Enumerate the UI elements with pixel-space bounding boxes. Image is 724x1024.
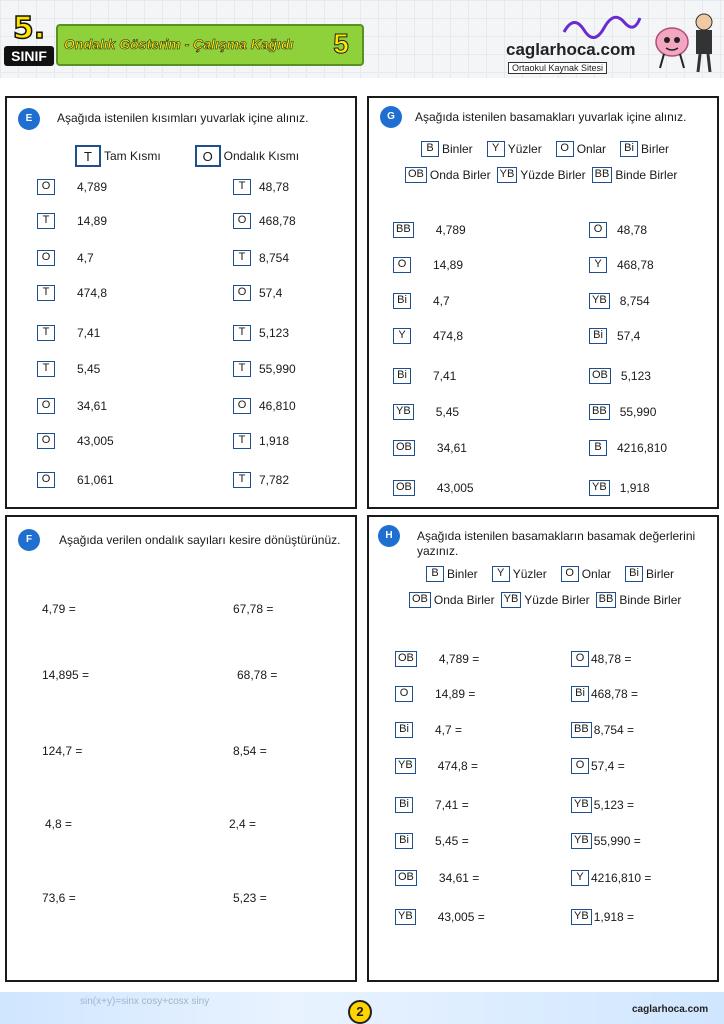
answer-mark-box[interactable]: O (233, 213, 251, 229)
decimal-value: 43,005 (436, 481, 474, 495)
answer-row (393, 293, 450, 309)
decimal-value: 34,61 = (438, 871, 480, 885)
decimal-value: 5,123 (259, 326, 290, 340)
answer-row (571, 909, 634, 925)
decimal-value: 57,4 (259, 286, 283, 300)
answer-row (571, 870, 651, 886)
legend-label-binde-birler: Binde Birler (615, 168, 678, 182)
answer-row (233, 285, 282, 301)
answer-row (395, 909, 485, 925)
mascot-brain-icon (650, 6, 720, 74)
legend-mark-yuzde-birler: YB (501, 592, 522, 608)
answer-mark-box[interactable]: Y (571, 870, 589, 886)
answer-row (393, 328, 463, 344)
answer-row (37, 325, 100, 341)
legend-label-yuzde-birler: Yüzde Birler (524, 593, 590, 607)
title-banner (56, 24, 364, 66)
decimal-value: 474,8 (77, 286, 108, 300)
answer-mark-box[interactable]: YB (571, 833, 592, 849)
answer-row (393, 222, 466, 238)
decimal-value: 4,7 (433, 294, 450, 308)
brand-name: caglarhoca.com (506, 40, 636, 59)
answer-mark-box[interactable]: T (37, 213, 55, 229)
answer-row (37, 398, 107, 414)
legend-label-binler: Binler (442, 142, 473, 156)
answer-row (589, 440, 667, 456)
decimal-value: 43,005 = (437, 910, 485, 924)
decimal-value: 46,810 (259, 399, 296, 413)
answer-row (37, 433, 114, 449)
fraction-exercise: 5,23 = (233, 891, 267, 905)
decimal-value: 5,45 (435, 405, 460, 419)
decimal-value: 55,990 = (593, 834, 641, 848)
decimal-value: 474,8 (433, 329, 464, 343)
decimal-value: 14,89 = (435, 687, 476, 701)
answer-mark-box[interactable]: YB (395, 909, 416, 925)
legend-mark-birler: Bi (620, 141, 638, 157)
answer-row (37, 179, 107, 195)
decimal-value: 1,918 = (593, 910, 635, 924)
answer-row (393, 440, 467, 456)
answer-mark-box[interactable]: YB (395, 758, 416, 774)
answer-mark-box[interactable]: Bi (393, 293, 411, 309)
section-g-badge: G (380, 106, 402, 128)
answer-mark-box[interactable]: Bi (395, 797, 413, 813)
fraction-exercise: 4,8 = (45, 817, 73, 831)
decimal-value: 7,41 = (435, 798, 469, 812)
answer-row (395, 797, 469, 813)
decimal-value: 4,789 = (438, 652, 480, 666)
decimal-value: 14,89 (77, 214, 108, 228)
answer-mark-box[interactable]: O (37, 398, 55, 414)
answer-mark-box[interactable]: O (589, 222, 607, 238)
decimal-value: 1,918 (619, 481, 650, 495)
answer-mark-box[interactable]: O (37, 433, 55, 449)
answer-row (589, 257, 654, 273)
answer-mark-box[interactable]: O (233, 285, 251, 301)
decimal-value: 474,8 = (437, 759, 479, 773)
legend-mark-birler: Bi (625, 566, 643, 582)
section-g-legend-row1 (421, 141, 683, 157)
fraction-exercise: 14,895 = (42, 668, 90, 682)
legend-mark-onda-birler: OB (409, 592, 431, 608)
answer-row (393, 257, 463, 273)
section-g-instruction: Aşağıda istenilen basamakları yuvarlak içine alınız. (415, 110, 687, 124)
decimal-value: 1,918 (259, 434, 290, 448)
answer-mark-box[interactable]: T (233, 250, 251, 266)
answer-mark-box[interactable]: T (233, 325, 251, 341)
decimal-value: 57,4 = (591, 759, 625, 773)
decimal-value: 5,123 = (593, 798, 635, 812)
fraction-exercise: 4,79 = (42, 602, 76, 616)
legend-mark-onda-birler: OB (405, 167, 427, 183)
answer-mark-box[interactable]: O (37, 250, 55, 266)
answer-mark-box[interactable]: Bi (395, 722, 413, 738)
answer-mark-box[interactable]: YB (589, 480, 610, 496)
answer-mark-box[interactable]: YB (571, 797, 592, 813)
brand-subtitle: Ortaokul Kaynak Sitesi (508, 62, 607, 74)
decimal-value: 5,45 = (435, 834, 469, 848)
legend-label-yuzde-birler: Yüzde Birler (520, 168, 586, 182)
answer-mark-box[interactable]: T (233, 361, 251, 377)
fraction-exercise: 124,7 = (42, 744, 83, 758)
answer-mark-box[interactable]: T (233, 433, 251, 449)
answer-mark-box[interactable]: Bi (589, 328, 607, 344)
answer-mark-box[interactable]: O (37, 179, 55, 195)
answer-mark-box[interactable]: T (37, 361, 55, 377)
section-h-instruction-line2: yazınız. (417, 544, 459, 558)
answer-row (571, 797, 634, 813)
answer-mark-box[interactable]: B (589, 440, 607, 456)
answer-mark-box[interactable]: YB (589, 293, 610, 309)
section-h-instruction-line1: Aşağıda istenilen basamakların basamak değerlerini (417, 529, 696, 543)
brand-swirl-icon (562, 12, 642, 42)
decimal-value: 57,4 (617, 329, 641, 343)
answer-mark-box[interactable]: OB (393, 440, 415, 456)
section-h-badge: H (378, 525, 400, 547)
answer-row (395, 870, 479, 886)
decimal-value: 468,78 (617, 258, 654, 272)
answer-row (233, 250, 289, 266)
answer-mark-box[interactable]: O (395, 686, 413, 702)
legend-mark-tam: T (75, 145, 101, 167)
footer-site: caglarhoca.com (632, 1004, 709, 1015)
section-h-panel (367, 515, 719, 982)
answer-row (589, 480, 650, 496)
legend-mark-onlar: O (561, 566, 579, 582)
decimal-value: 34,61 (436, 441, 467, 455)
answer-row (233, 361, 296, 377)
decimal-value: 468,78 (259, 214, 296, 228)
answer-mark-box[interactable]: Y (589, 257, 607, 273)
decimal-value: 4,789 (77, 180, 108, 194)
legend-mark-onlar: O (556, 141, 574, 157)
legend-label-onlar: Onlar (576, 142, 607, 156)
decimal-value: 4216,810 (617, 441, 668, 455)
answer-row (393, 368, 456, 384)
answer-row (589, 368, 651, 384)
fraction-exercise: 2,4 = (229, 817, 257, 831)
answer-row (233, 213, 296, 229)
answer-mark-box[interactable]: T (233, 472, 251, 488)
answer-row (571, 758, 625, 774)
answer-row (233, 398, 296, 414)
fraction-exercise: 73,6 = (42, 891, 76, 905)
legend-label-binler: Binler (447, 567, 478, 581)
answer-row (571, 833, 641, 849)
answer-mark-box[interactable]: Bi (571, 686, 589, 702)
decimal-value: 8,754 (259, 251, 290, 265)
answer-mark-box[interactable]: OB (395, 870, 417, 886)
answer-mark-box[interactable]: BB (589, 404, 610, 420)
answer-mark-box[interactable]: O (233, 398, 251, 414)
decimal-value: 4,7 (77, 251, 94, 265)
section-g-panel (367, 96, 719, 509)
answer-row (395, 651, 479, 667)
legend-label-yuzler: Yüzler (512, 567, 547, 581)
decimal-value: 7,41 (433, 369, 457, 383)
decimal-value: 468,78 = (591, 687, 639, 701)
legend-mark-yuzler: Y (487, 141, 505, 157)
decimal-value: 48,78 (259, 180, 290, 194)
answer-row (233, 325, 289, 341)
answer-row (393, 480, 474, 496)
decimal-value: 55,990 (259, 362, 296, 376)
section-f-badge: F (18, 529, 40, 551)
legend-label-onlar: Onlar (581, 567, 612, 581)
answer-row (589, 222, 647, 238)
legend-mark-yuzde-birler: YB (497, 167, 518, 183)
section-e-legend (75, 145, 313, 167)
answer-row (37, 285, 107, 301)
legend-label-binde-birler: Binde Birler (619, 593, 682, 607)
fraction-exercise: 67,78 = (233, 602, 274, 616)
section-e-panel (5, 96, 357, 509)
answer-row (37, 361, 100, 377)
decimal-value: 61,061 (77, 473, 114, 487)
decimal-value: 34,61 (77, 399, 108, 413)
title-number: 5 (333, 28, 349, 59)
decimal-value: 48,78 (617, 223, 648, 237)
decimal-value: 5,45 (77, 362, 101, 376)
answer-mark-box[interactable]: OB (589, 368, 611, 384)
grade-label: SINIF (4, 46, 54, 66)
section-f-panel (5, 515, 357, 982)
answer-row (589, 328, 640, 344)
answer-mark-box[interactable]: OB (393, 480, 415, 496)
legend-mark-binler: B (421, 141, 439, 157)
brand-logo (506, 40, 635, 60)
section-h-legend-row1 (426, 566, 688, 582)
decimal-value: 7,41 (77, 326, 101, 340)
legend-label-ondalik: Ondalık Kısmı (223, 149, 300, 163)
answer-row (393, 404, 459, 420)
page-number: 2 (348, 1000, 372, 1024)
grade-badge (4, 11, 54, 72)
answer-row (233, 433, 289, 449)
answer-row (37, 472, 114, 488)
legend-label-yuzler: Yüzler (507, 142, 542, 156)
answer-row (395, 758, 478, 774)
answer-mark-box[interactable]: BB (571, 722, 592, 738)
answer-mark-box[interactable]: YB (393, 404, 414, 420)
answer-mark-box[interactable]: O (37, 472, 55, 488)
answer-mark-box[interactable]: T (37, 325, 55, 341)
decimal-value: 5,123 (620, 369, 651, 383)
legend-mark-ondalik: O (195, 145, 221, 167)
answer-mark-box[interactable]: BB (393, 222, 414, 238)
decimal-value: 7,782 (259, 473, 290, 487)
answer-row (233, 179, 289, 195)
decimal-value: 4,789 (435, 223, 466, 237)
fraction-exercise: 68,78 = (237, 668, 278, 682)
answer-mark-box[interactable]: O (571, 651, 589, 667)
answer-mark-box[interactable]: Y (393, 328, 411, 344)
answer-row (37, 250, 94, 266)
section-e-instruction: Aşağıda istenilen kısımları yuvarlak içine alınız. (57, 111, 309, 125)
legend-label-onda-birler: Onda Birler (429, 168, 491, 182)
decimal-value: 43,005 (77, 434, 114, 448)
answer-mark-box[interactable]: Bi (395, 833, 413, 849)
answer-row (571, 651, 631, 667)
answer-mark-box[interactable]: T (37, 285, 55, 301)
answer-row (395, 722, 462, 738)
answer-row (395, 833, 469, 849)
decimal-value: 48,78 = (591, 652, 632, 666)
decimal-value: 14,89 (433, 258, 464, 272)
decimal-value: 8,754 = (593, 723, 635, 737)
decimal-value: 4,7 = (435, 723, 463, 737)
legend-label-birler: Birler (646, 567, 675, 581)
grade-number: 5. (12, 11, 46, 46)
answer-mark-box[interactable]: YB (571, 909, 592, 925)
answer-mark-box[interactable]: Bi (393, 368, 411, 384)
section-g-legend-row2 (405, 167, 691, 183)
answer-row (589, 293, 650, 309)
answer-row (571, 722, 634, 738)
answer-row (233, 472, 289, 488)
answer-mark-box[interactable]: O (393, 257, 411, 273)
decimal-value: 4216,810 = (591, 871, 652, 885)
answer-mark-box[interactable]: T (233, 179, 251, 195)
footer-background-formula: sin(x+y)=sinx cosy+cosx siny (80, 996, 210, 1007)
section-f-instruction: Aşağıda verilen ondalık sayıları kesire dönüştürünüz. (59, 533, 341, 547)
answer-row (571, 686, 638, 702)
worksheet-title: Ondalık Gösterim - Çalışma Kağıdı (64, 36, 294, 52)
legend-label-birler: Birler (641, 142, 670, 156)
section-h-legend-row2 (409, 592, 695, 608)
section-e-badge: E (18, 108, 40, 130)
answer-row (395, 686, 475, 702)
legend-mark-binler: B (426, 566, 444, 582)
decimal-value: 8,754 (619, 294, 650, 308)
answer-row (589, 404, 656, 420)
legend-mark-yuzler: Y (492, 566, 510, 582)
answer-mark-box[interactable]: OB (395, 651, 417, 667)
answer-row (37, 213, 107, 229)
fraction-exercise: 8,54 = (233, 744, 267, 758)
decimal-value: 55,990 (619, 405, 657, 419)
legend-mark-binde-birler: BB (596, 592, 617, 608)
page-header (0, 0, 724, 78)
legend-label-tam: Tam Kısmı (104, 149, 161, 163)
legend-mark-binde-birler: BB (592, 167, 613, 183)
answer-mark-box[interactable]: O (571, 758, 589, 774)
legend-label-onda-birler: Onda Birler (433, 593, 495, 607)
